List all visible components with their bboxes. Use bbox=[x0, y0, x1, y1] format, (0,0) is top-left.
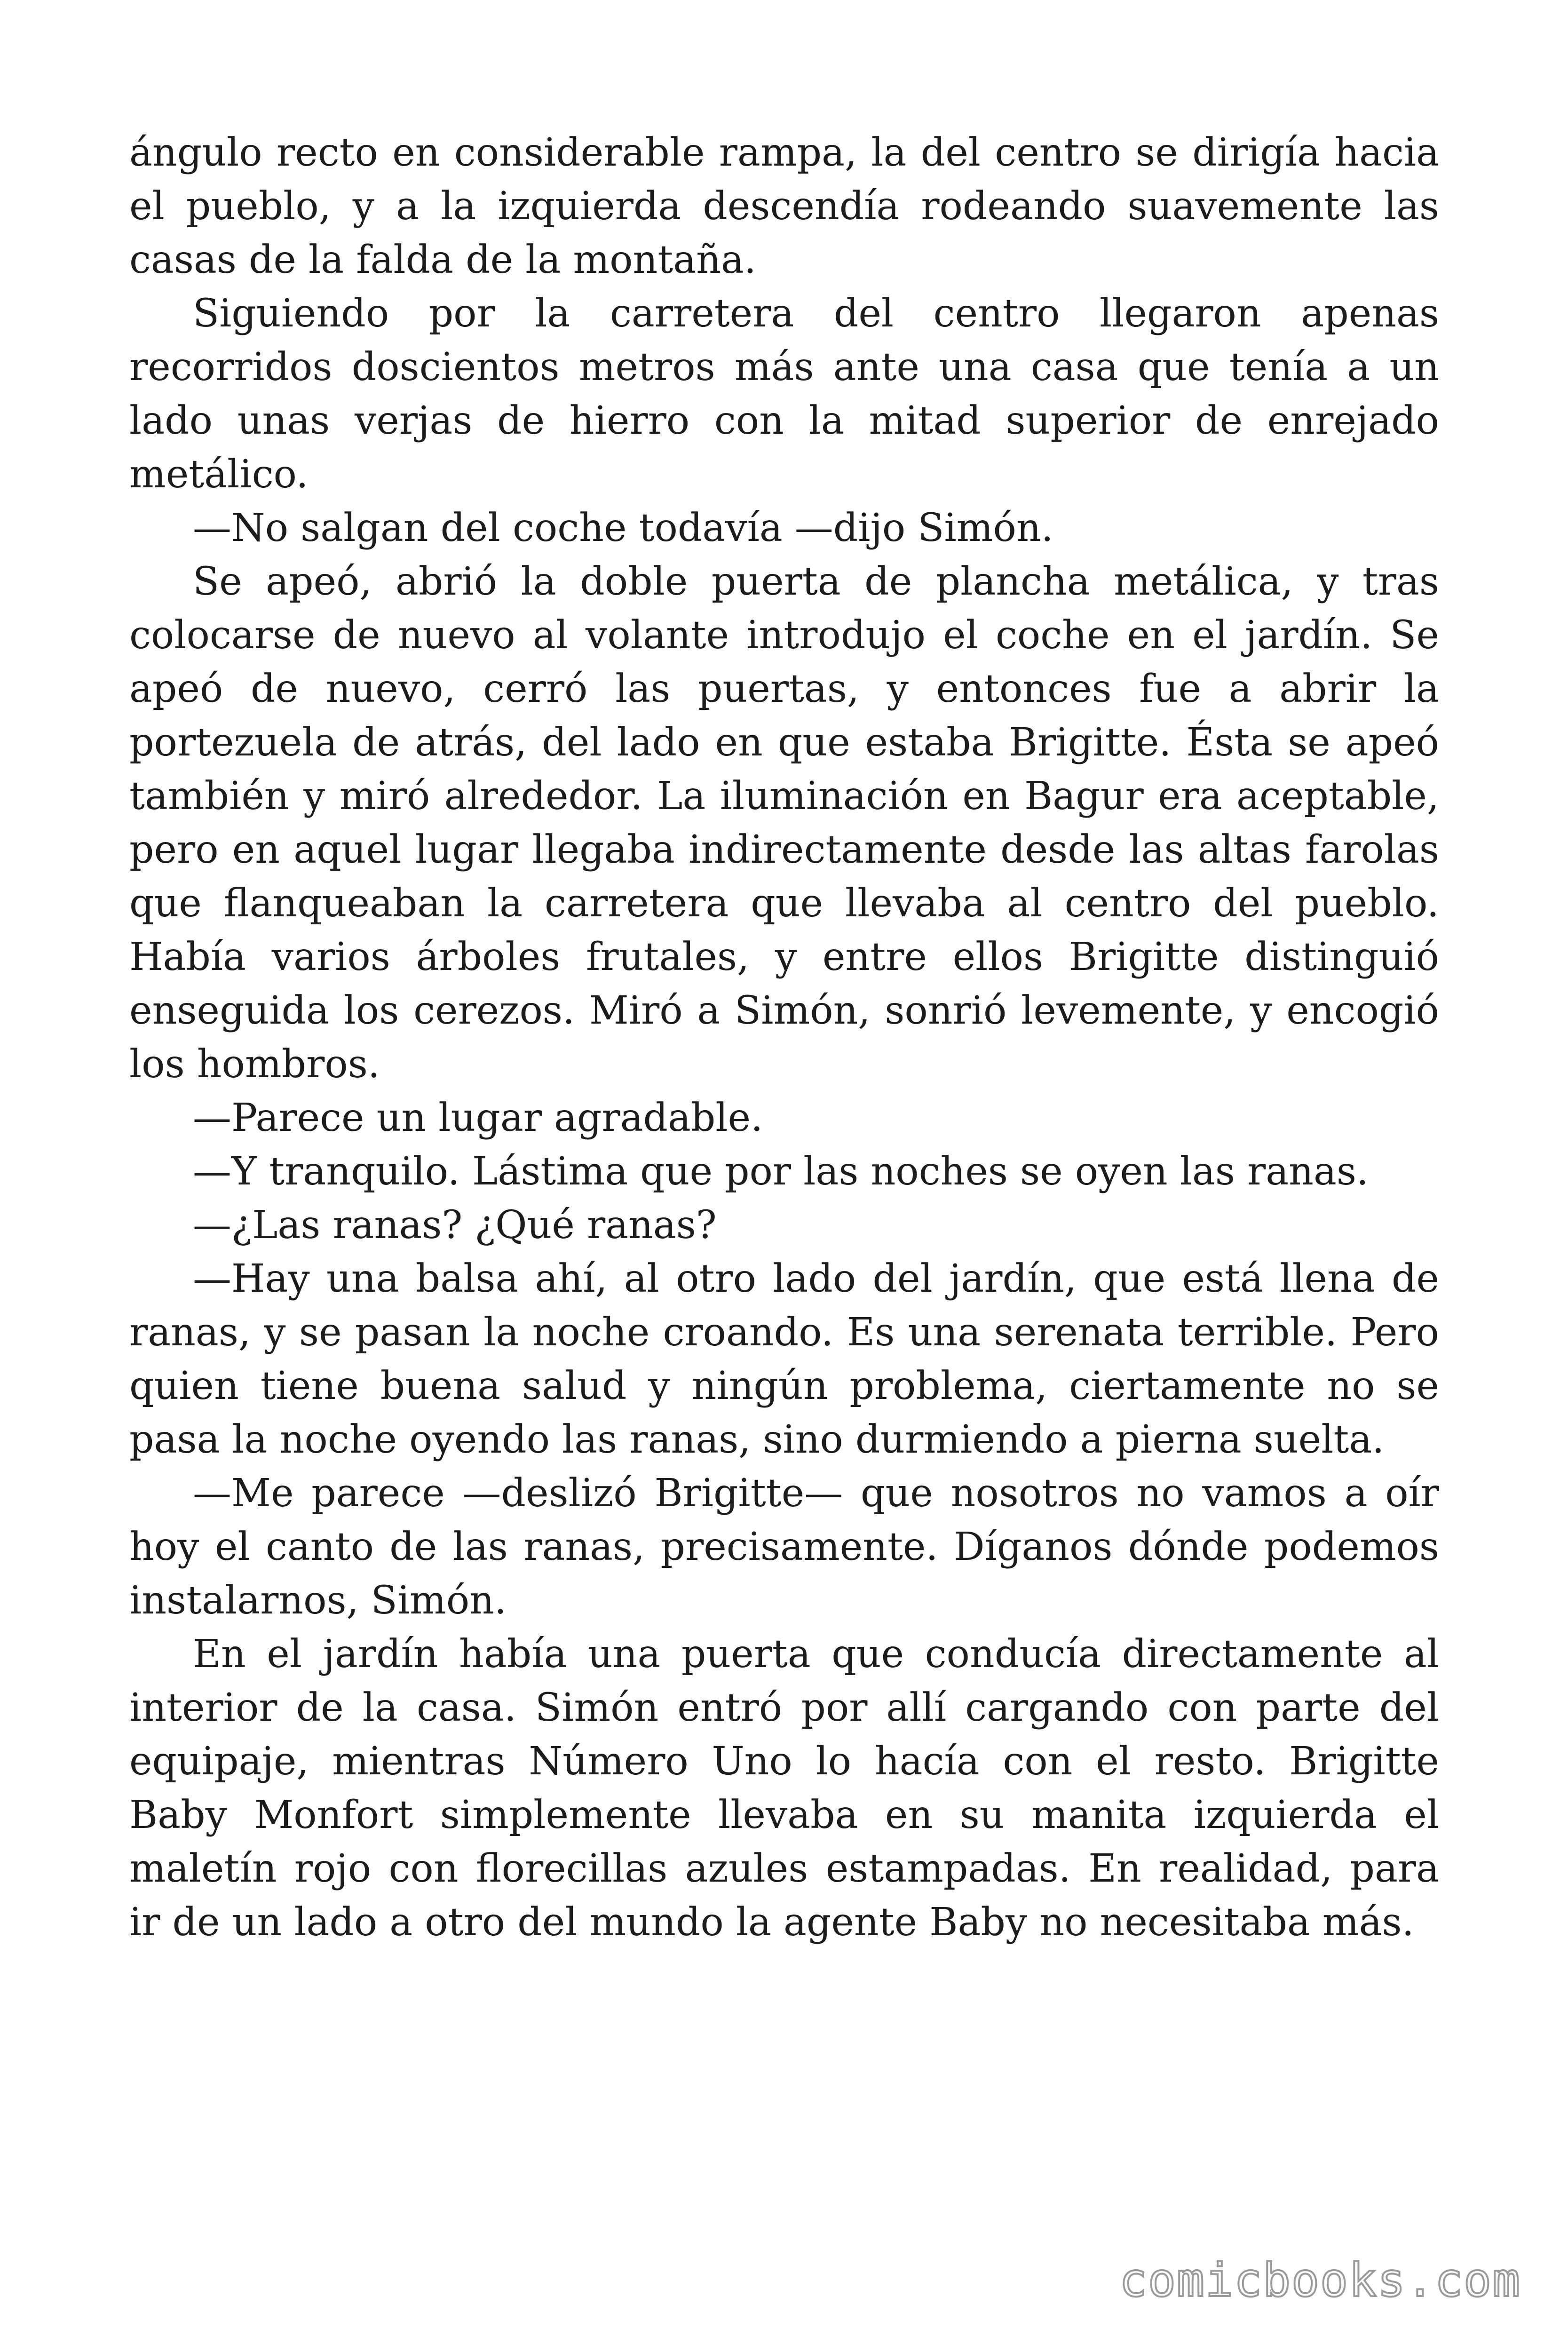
paragraph-5: —Parece un lugar agradable. bbox=[193, 1096, 763, 1140]
paragraph-8: —Hay una balsa ahí, al otro lado del jardín, que está llena de ranas, y se pasan la noche croando. Es una serenata terrible. Pero quien tiene buena salud y ningún problema, ciertamente no se pasa la noche oyendo las ranas, sino durmiendo a pierna suelta. bbox=[129, 1256, 1439, 1462]
paragraph-1: ángulo recto en considerable rampa, la del centro se dirigía hacia el pueblo, y a la izquierda descendía rodeando suavemente las casas de la falda de la montaña. bbox=[129, 130, 1439, 282]
paragraph-6: —Y tranquilo. Lástima que por las noches se oyen las ranas. bbox=[193, 1149, 1369, 1194]
body-text bbox=[129, 126, 1439, 1949]
paragraph-10: En el jardín había una puerta que conducía directamente al interior de la casa. Simón entró por allí cargando con parte del equipaje, mientras Número Uno lo hacía con el resto. Brigitte Baby Monfort simplemente llevaba en su manita izquierda el maletín rojo con florecillas azules estampadas. En realidad, para ir de un lado a otro del mundo la agente Baby no necesitaba más. bbox=[129, 1632, 1439, 1945]
paragraph-4: Se apeó, abrió la doble puerta de plancha metálica, y tras colocarse de nuevo al volante introdujo el coche en el jardín. Se apeó de nuevo, cerró las puertas, y entonces fue a abrir la portezuela de atrás, del lado en que estaba Brigitte. Ésta se apeó también y miró alrededor. La iluminación en Bagur era aceptable, pero en aquel lugar llegaba indirectamente desde las altas farolas que flanqueaban la carretera que llevaba al centro del pueblo. Había varios árboles frutales, y entre ellos Brigitte distinguió enseguida los cerezos. Miró a Simón, sonrió levemente, y encogió los hombros. bbox=[129, 559, 1439, 1087]
paragraph-9: —Me parece —deslizó Brigitte— que nosotros no vamos a oír hoy el canto de las ranas, precisamente. Díganos dónde podemos instalarnos, Simón. bbox=[129, 1471, 1439, 1623]
paragraph-7: —¿Las ranas? ¿Qué ranas? bbox=[193, 1203, 717, 1248]
paragraph-2: Siguiendo por la carretera del centro llegaron apenas recorridos doscientos metros más ante una casa que tenía a un lado unas verjas de hierro con la mitad superior de enrejado metálico. bbox=[129, 291, 1439, 497]
watermark: comicbooks.com bbox=[1119, 2254, 1521, 2307]
paragraph-3: —No salgan del coche todavía —dijo Simón. bbox=[193, 506, 1053, 550]
